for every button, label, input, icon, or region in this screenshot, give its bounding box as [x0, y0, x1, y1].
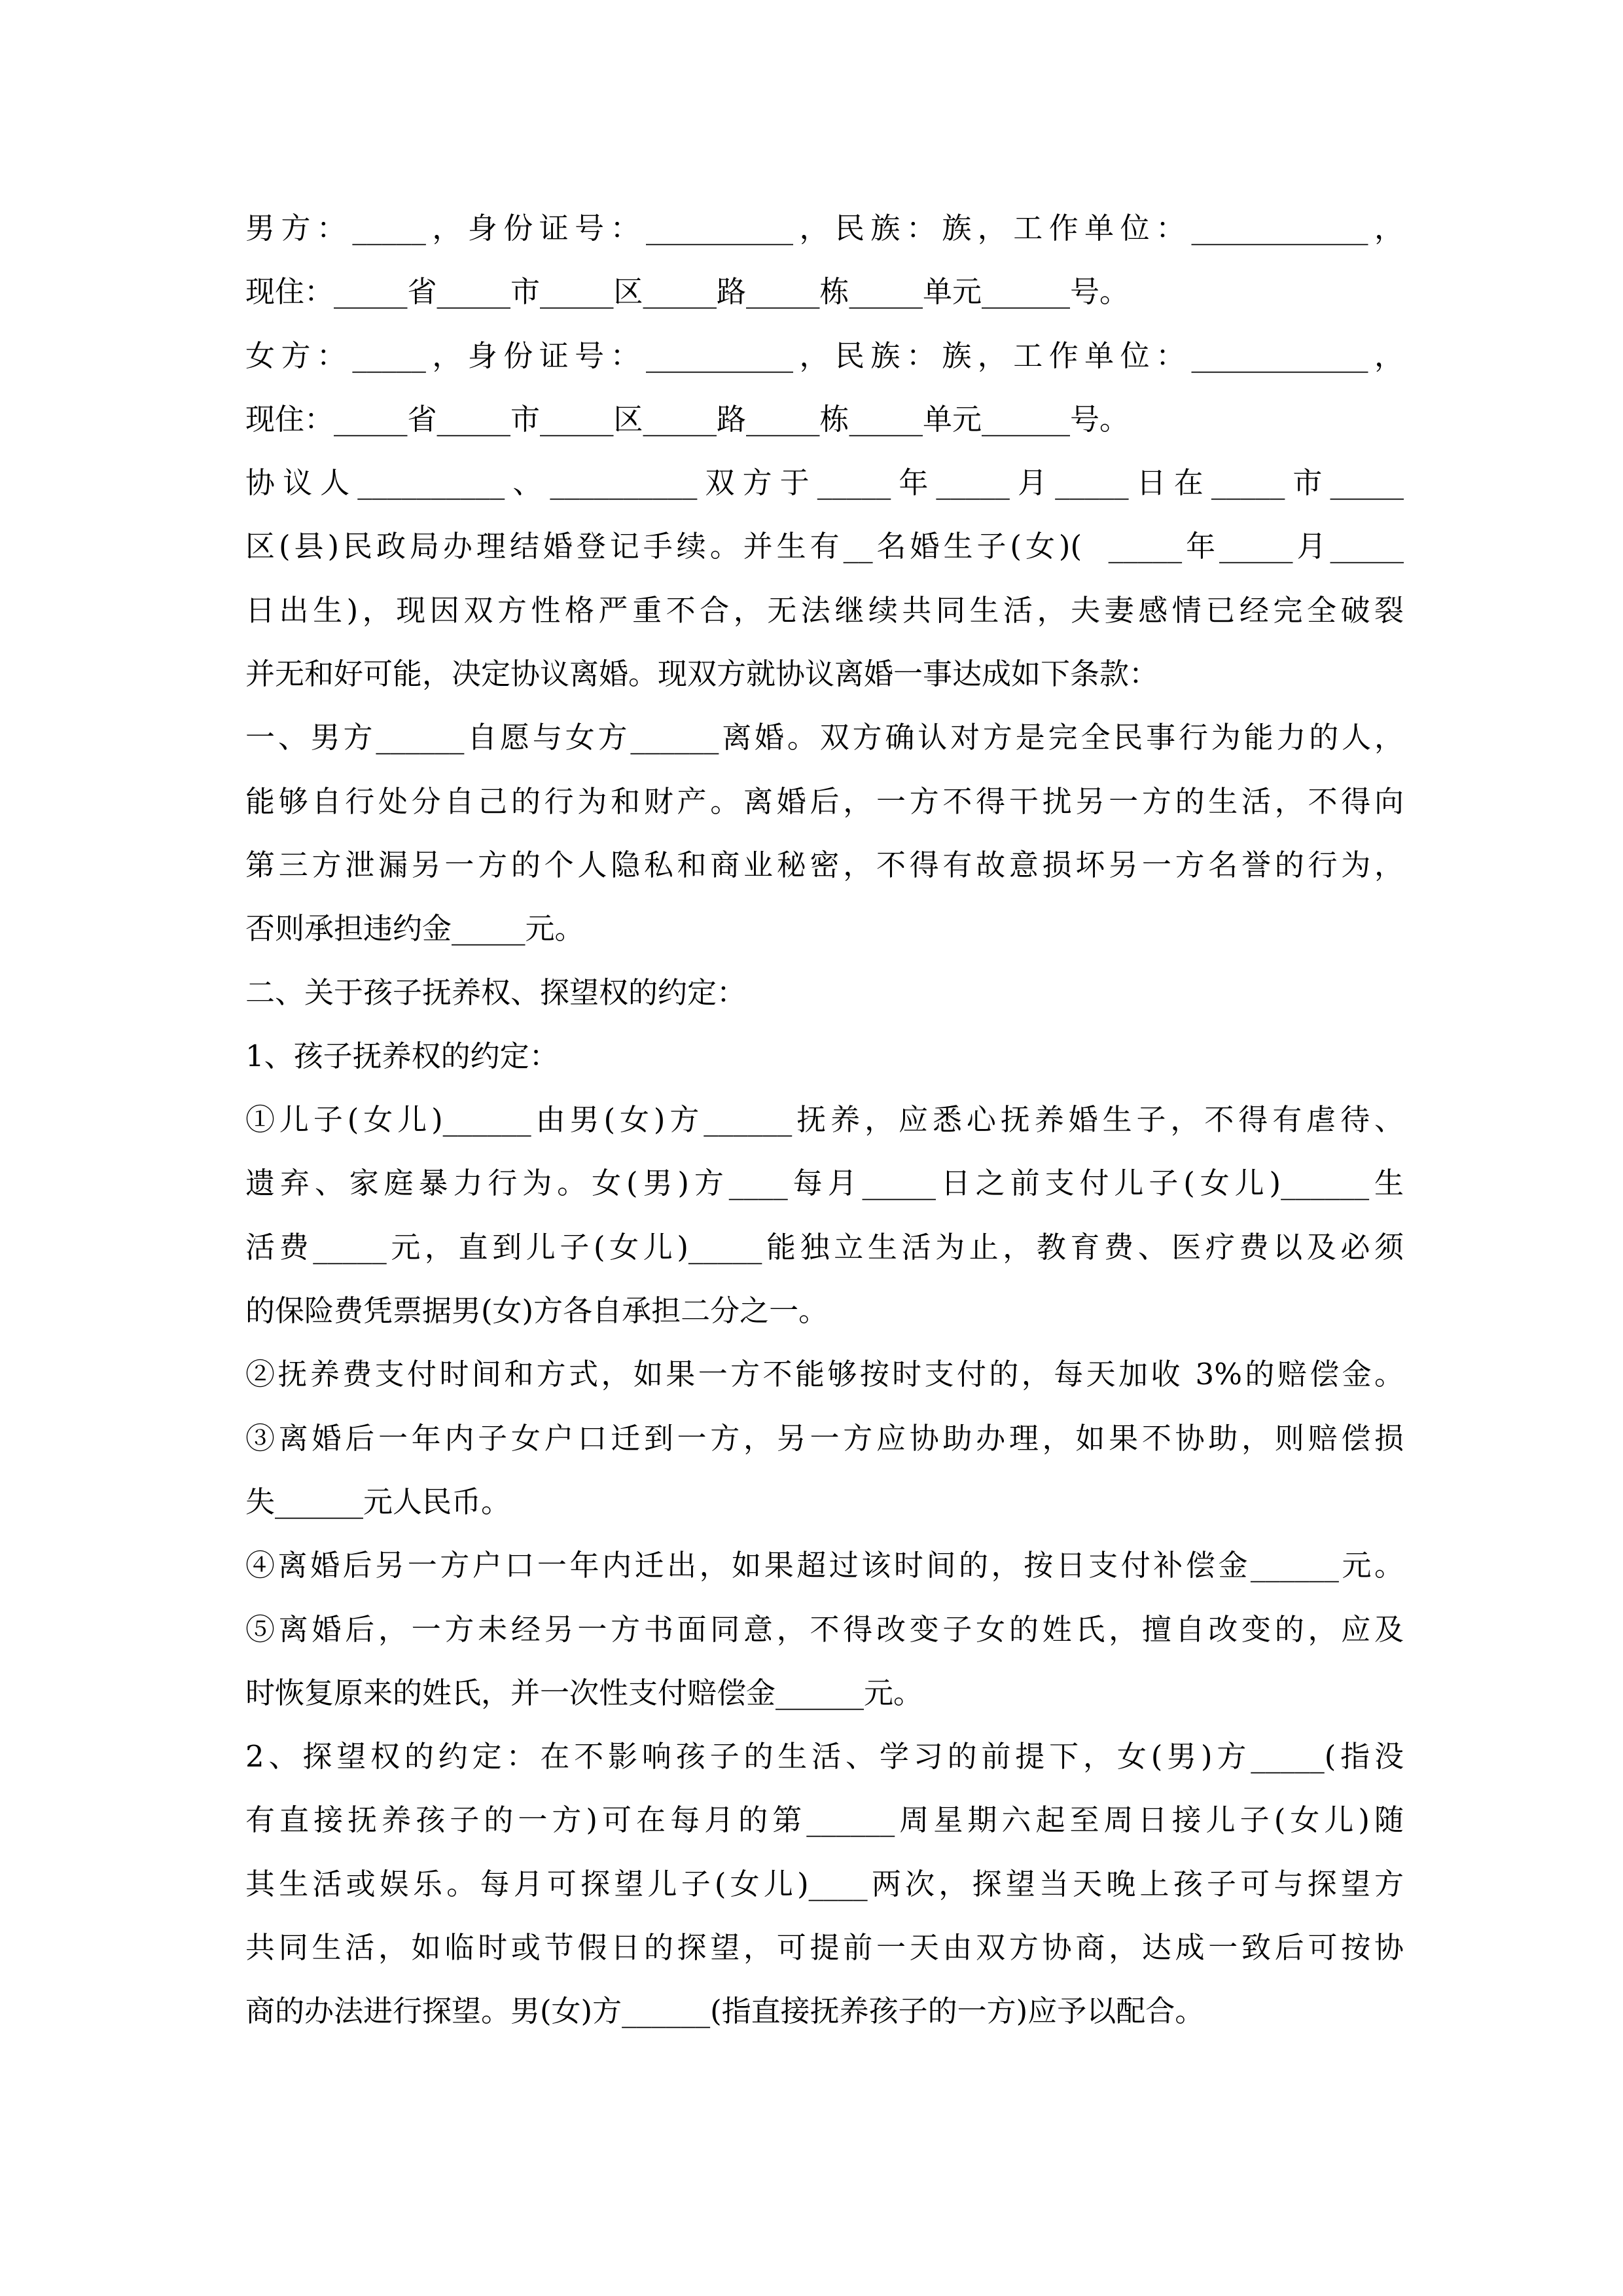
text-line: ②抚养费支付时间和方式，如果一方不能够按时支付的，每天加收 3%的赔偿金。 [245, 1357, 1404, 1392]
section-heading: 二、关于孩子抚养权、探望权的约定： [245, 975, 747, 1010]
text-line: 失______元人民币。 [245, 1484, 511, 1519]
text-line: 否则承担违约金_____元。 [245, 911, 584, 946]
text-line: 遗弃、家庭暴力行为。女(男)方____每月_____日之前支付儿子(女儿)______生 [245, 1166, 1404, 1201]
text-line: 能够自行处分自己的行为和财产。离婚后，一方不得干扰另一方的生活，不得向 [245, 783, 1404, 819]
subsection-heading: 1、孩子抚养权的约定： [245, 1038, 559, 1073]
text-line: 现住：_____省_____市_____区_____路_____栋_____单元______号。 [245, 401, 1130, 437]
text-line: ①儿子(女儿)______由男(女)方______抚养，应悉心抚养婚生子，不得有虐待、 [245, 1102, 1404, 1138]
text-line: ③离婚后一年内子女户口迁到一方，另一方应协助办理，如果不协助，则赔偿损 [245, 1420, 1404, 1456]
text-line: 第三方泄漏另一方的个人隐私和商业秘密，不得有故意损坏另一方名誉的行为， [245, 847, 1404, 882]
text-line: 其生活或娱乐。每月可探望儿子(女儿)____两次，探望当天晚上孩子可与探望方 [245, 1866, 1404, 1901]
text-line: 一、男方______自愿与女方______离婚。双方确认对方是完全民事行为能力的人， [245, 720, 1404, 755]
text-line: ⑤离婚后，一方未经另一方书面同意，不得改变子女的姓氏，擅自改变的，应及 [245, 1611, 1404, 1647]
text-line: 商的办法进行探望。男(女)方______(指直接抚养孩子的一方)应予以配合。 [245, 1994, 1205, 2029]
text-line: 协议人__________、__________双方于_____年_____月_____日在_____市_____ [245, 465, 1404, 501]
text-line: 活费_____元，直到儿子(女儿)_____能独立生活为止，教育费、医疗费以及必须 [245, 1229, 1404, 1265]
document-body [245, 196, 1404, 2043]
text-line: 日出生)，现因双方性格严重不合，无法继续共同生活，夫妻感情已经完全破裂 [245, 592, 1404, 628]
text-line: 2、探望权的约定：在不影响孩子的生活、学习的前提下，女(男)方_____(指没 [245, 1739, 1404, 1774]
text-line: 区(县)民政局办理结婚登记手续。并生有__名婚生子(女)( _____年_____月_____ [245, 529, 1404, 564]
text-line: 时恢复原来的姓氏，并一次性支付赔偿金______元。 [245, 1675, 923, 1710]
text-line: 男方：_____，身份证号：__________，民族：族，工作单位：____________， [245, 211, 1404, 245]
text-line: 共同生活，如临时或节假日的探望，可提前一天由双方协商，达成一致后可按协 [245, 1930, 1404, 1965]
text-line: 并无和好可能，决定协议离婚。现双方就协议离婚一事达成如下条款： [245, 656, 1159, 692]
text-line: 的保险费凭票据男(女)方各自承担二分之一。 [245, 1293, 829, 1329]
text-line: 现住：_____省_____市_____区_____路_____栋_____单元______号。 [245, 274, 1130, 310]
text-line: 有直接抚养孩子的一方)可在每月的第______周星期六起至周日接儿子(女儿)随 [245, 1803, 1404, 1838]
text-line: ④离婚后另一方户口一年内迁出，如果超过该时间的，按日支付补偿金______元。 [245, 1548, 1404, 1583]
text-line: 女方：_____，身份证号：__________，民族：族，工作单位：____________， [245, 338, 1404, 373]
